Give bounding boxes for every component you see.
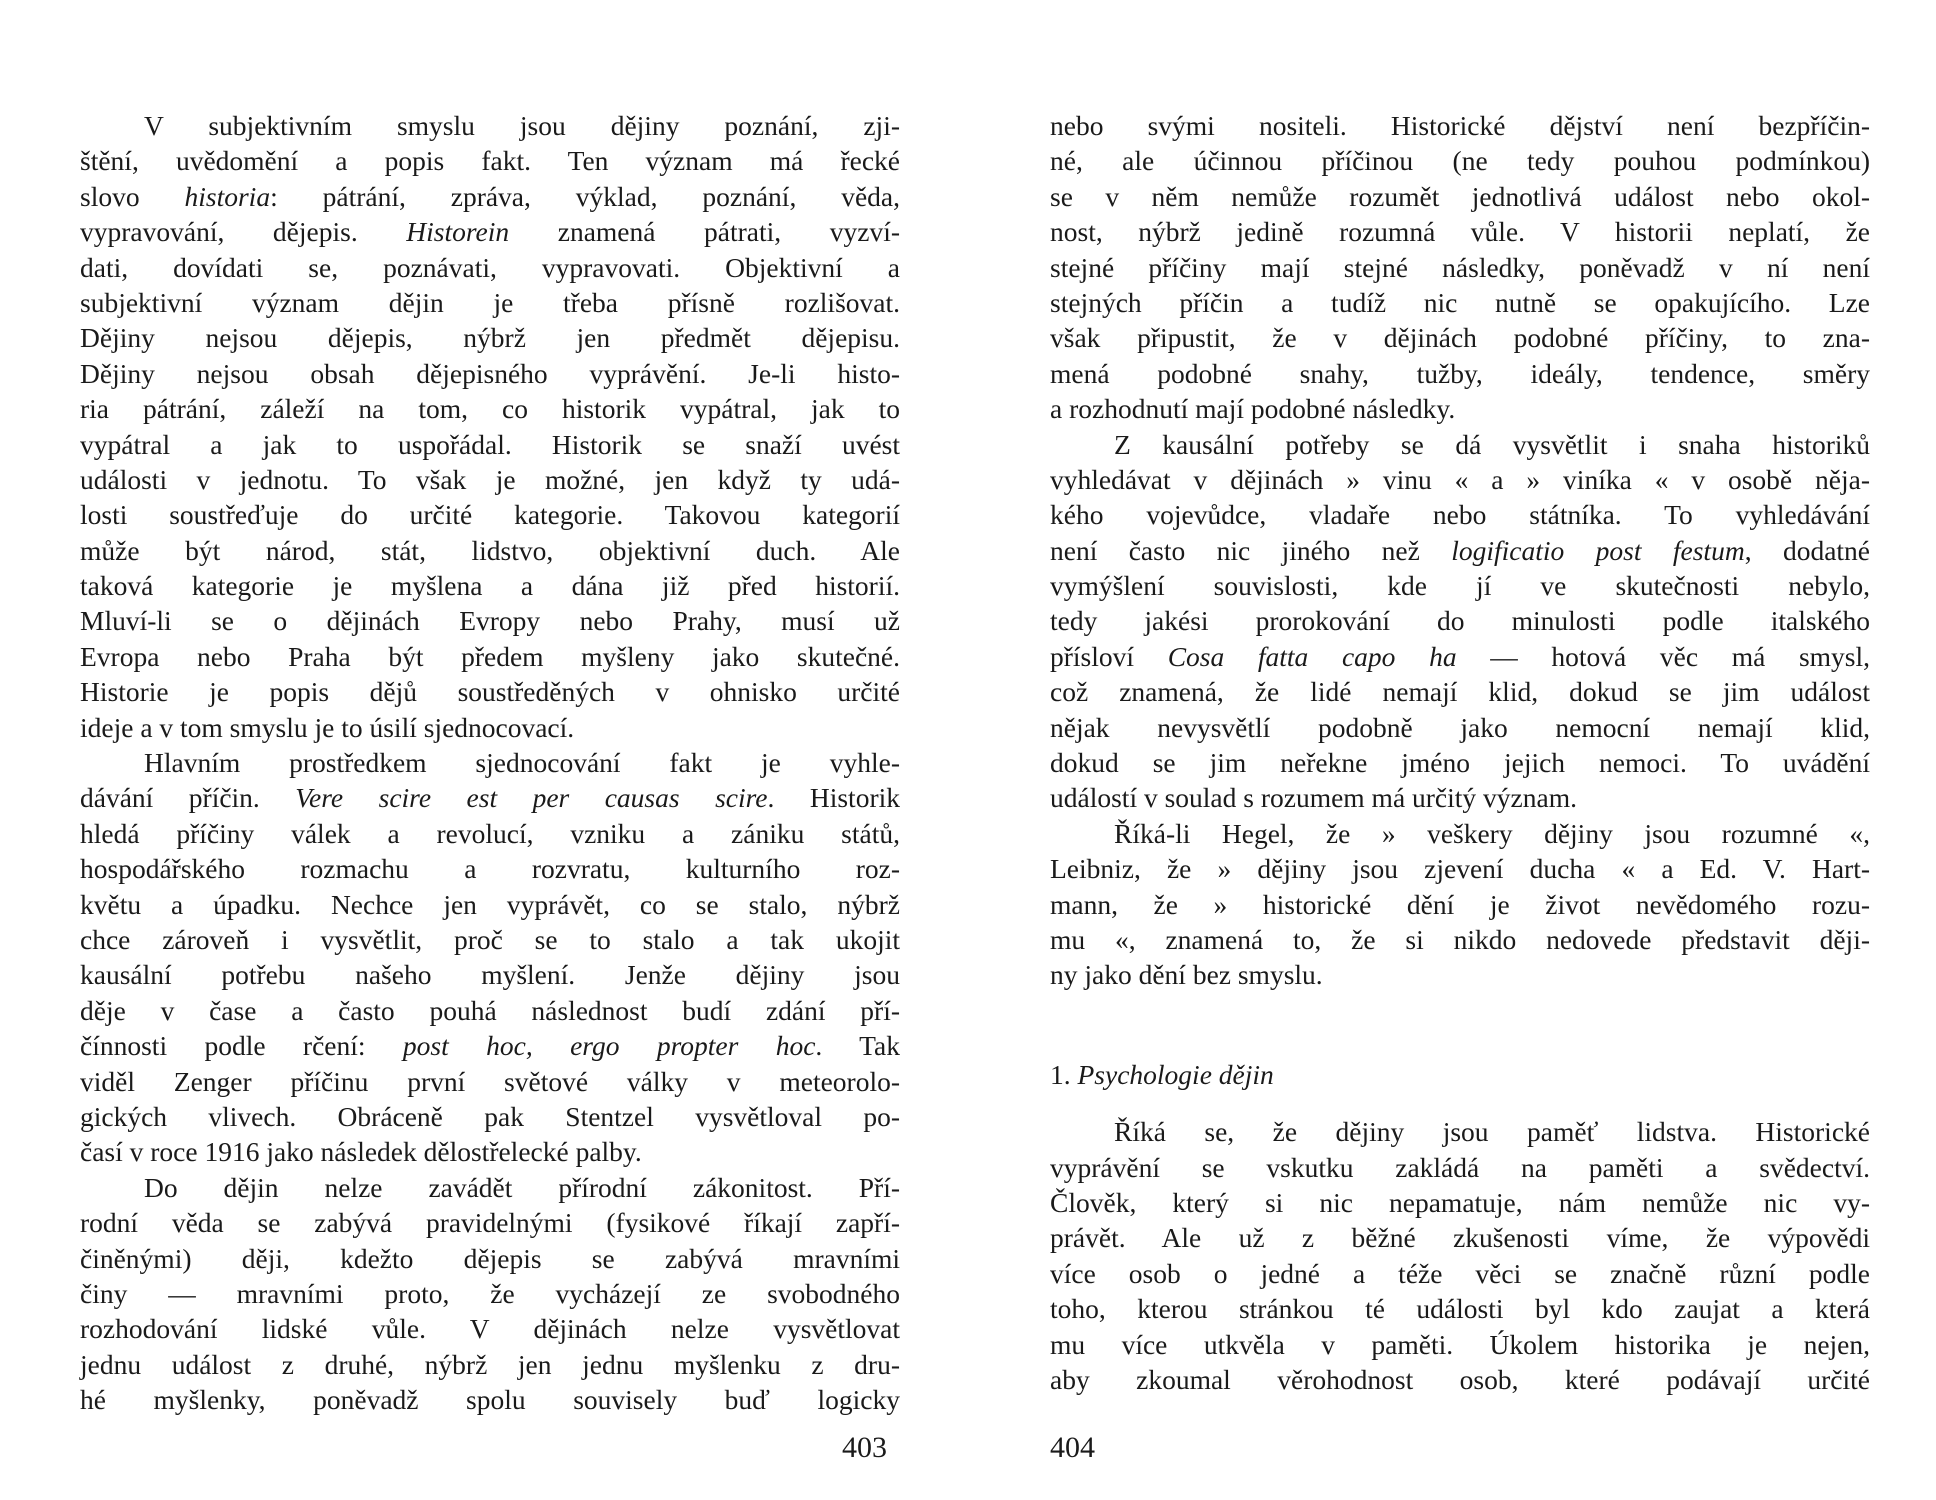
text-line: V subjektivním smyslu jsou dějiny poznání, zji-: [144, 110, 900, 141]
text-line: květu a úpadku. Nechce jen vyprávět, co se stalo, nýbrž: [80, 888, 900, 920]
text-line: rozhodování lidské vůle. V dějinách nelze vysvětlovat: [80, 1313, 900, 1345]
text-line: Z kausální potřeby se dá vysvětlit i snaha historiků: [1114, 428, 1870, 460]
text-segment: čínnosti podle rčení:: [80, 1030, 403, 1062]
text-line: Historie je popis dějů soustředěných v ohnisko určité: [80, 676, 900, 708]
text-line: Říká se, že dějiny jsou paměť lidstva. Historické: [1114, 1116, 1870, 1148]
text-line: Evropa nebo Praha být předem myšleny jako skutečné.: [80, 640, 900, 672]
text-line: děje v čase a často pouhá následnost budí zdání pří-: [80, 994, 900, 1026]
text-line: Říká-li Hegel, že » veškery dějiny jsou rozumné «,: [1114, 817, 1870, 849]
text-line: [80, 1028, 900, 1063]
text-line: [80, 179, 900, 214]
text-line: chce zároveň i vysvětlit, proč se to stalo a tak ukojit: [80, 923, 900, 955]
text-line: Hlavním prostředkem sjednocování fakt je vyhle-: [144, 747, 900, 779]
italic-phrase: post hoc, ergo propter hoc: [402, 1030, 816, 1062]
text-line: Do dějin nelze zavádět přírodní zákonitost. Pří-: [144, 1171, 900, 1203]
left-page-number: 403: [842, 1431, 887, 1464]
text-line: vyprávění se vskutku zakládá na paměti a svědectví.: [1050, 1151, 1870, 1183]
text-line: Dějiny nejsou dějepis, nýbrž jen předmět dějepisu.: [80, 322, 900, 354]
text-line: nebo svými nositeli. Historické dějství není bezpříčin-: [1050, 110, 1870, 141]
text-line: mu více utkvěla v paměti. Úkolem historika je nejen,: [1050, 1328, 1870, 1360]
text-line: Leibniz, že » dějiny jsou zjevení ducha « a Ed. V. Hart-: [1050, 853, 1870, 885]
text-line: ria pátrání, záleží na tom, co historik vypátral, jak to: [80, 393, 900, 425]
text-line: více osob o jedné a téže věci se značně různí podle: [1050, 1257, 1870, 1289]
text-line: subjektivní význam dějin je třeba přísně rozlišovat.: [80, 286, 900, 318]
text-line: vymýšlení souvislosti, kde jí ve skutečnosti nebylo,: [1050, 570, 1870, 602]
text-line: [80, 214, 900, 249]
text-line: což znamená, že lidé nemají klid, dokud se jim událost: [1050, 676, 1870, 708]
text-line: časí v roce 1916 jako následek dělostřelecké palby.: [80, 1136, 642, 1168]
text-line: rodní věda se zabývá pravidelnými (fysikové říkají zapří-: [80, 1207, 900, 1239]
text-line: Člověk, který si nic nepamatuje, nám nemůže nic vy-: [1050, 1186, 1870, 1218]
text-line: událostí v soulad s rozumem má určitý význam.: [1050, 782, 1577, 814]
text-line: [80, 780, 900, 815]
right-page-text: [1050, 108, 1870, 1397]
text-segment: : pátrání, zpráva, výklad, poznání, věda,: [270, 180, 901, 212]
text-line: mu «, znamená to, že si nikdo nedovede představit ději-: [1050, 923, 1870, 955]
text-line: hledá příčiny válek a revolucí, vzniku a zániku států,: [80, 817, 900, 849]
text-line: události v jednotu. To však je možné, jen když ty udá-: [80, 463, 900, 495]
text-line: tedy jakési prorokování do minulosti podle italského: [1050, 605, 1870, 637]
text-line: mann, že » historické dění je život nevědomého rozu-: [1050, 888, 1870, 920]
text-segment: slovo: [80, 180, 185, 212]
text-line: [1050, 639, 1870, 674]
section-number: 1.: [1050, 1058, 1071, 1090]
text-segment: . Tak: [815, 1030, 900, 1062]
text-segment: znamená pátrati, vyzví-: [509, 216, 900, 248]
text-line: stejné příčiny mají stejné následky, poněvadž v ní není: [1050, 251, 1870, 283]
text-segment: vypravování, dějepis.: [80, 216, 407, 248]
text-line: nějak nevysvětlí podobně jako nemocní nemají klid,: [1050, 711, 1870, 743]
text-segment: — hotová věc má smysl,: [1456, 640, 1871, 672]
text-line: dokud se jim neřekne jméno jejich nemoci. To uvádění: [1050, 747, 1870, 779]
text-line: vypátral a jak to uspořádal. Historik se snaží uvést: [80, 428, 900, 460]
text-line: a rozhodnutí mají podobné následky.: [1050, 393, 1456, 425]
text-segment: . Historik: [767, 782, 900, 814]
italic-phrase: Vere scire est per causas scire: [295, 782, 768, 814]
text-line: ny jako dění bez smyslu.: [1050, 959, 1323, 991]
text-line: jednu událost z druhé, nýbrž jen jednu myšlenku z dru-: [80, 1348, 900, 1380]
left-page-text: [80, 108, 900, 1417]
text-line: Dějiny nejsou obsah dějepisného vyprávění. Je-li histo-: [80, 357, 900, 389]
text-line: mená podobné snahy, tužby, ideály, tendence, směry: [1050, 357, 1870, 389]
text-line: kého vojevůdce, vladaře nebo státníka. To vyhledávání: [1050, 499, 1870, 531]
text-line: právět. Ale už z běžné zkušenosti víme, že výpovědi: [1050, 1222, 1870, 1254]
text-line: gických vlivech. Obráceně pak Stentzel vysvětloval po-: [80, 1100, 900, 1132]
section-title: Psychologie dějin: [1077, 1058, 1274, 1090]
text-segment: není často nic jiného než: [1050, 534, 1452, 566]
text-line: štění, uvědomění a popis fakt. Ten význam má řecké: [80, 145, 900, 177]
text-line: činy — mravními proto, že vycházejí ze svobodného: [80, 1277, 900, 1309]
text-line: hé myšlenky, poněvadž spolu souvisely buď logicky: [80, 1384, 900, 1416]
text-line: stejných příčin a tudíž nic nutně se opakujícího. Lze: [1050, 286, 1870, 318]
text-line: činěnými) ději, kdežto dějepis se zabývá mravními: [80, 1242, 900, 1274]
text-line: může být národ, stát, lidstvo, objektivní duch. Ale: [80, 534, 900, 566]
italic-phrase: Cosa fatta capo ha: [1167, 640, 1457, 672]
text-line: hospodářského rozmachu a rozvratu, kulturního roz-: [80, 853, 900, 885]
text-line: se v něm nemůže rozumět jednotlivá událost nebo okol-: [1050, 180, 1870, 212]
text-line: však připustit, že v dějinách podobné příčiny, to zna-: [1050, 322, 1870, 354]
text-line: dati, dovídati se, poznávati, vypravovati. Objektivní a: [80, 251, 900, 283]
text-line: vyhledávat v dějinách » vinu « a » viníka « v osobě něja-: [1050, 463, 1870, 495]
text-segment: dávání příčin.: [80, 782, 296, 814]
italic-phrase: logificatio post festum: [1451, 534, 1745, 566]
text-line: [1050, 533, 1870, 568]
italic-phrase: historia: [184, 180, 271, 212]
text-line: kausální potřebu našeho myšlení. Jenže dějiny jsou: [80, 959, 900, 991]
text-line: né, ale účinnou příčinou (ne tedy pouhou podmínkou): [1050, 145, 1870, 177]
text-line: nost, nýbrž jedině rozumná vůle. V historii neplatí, že: [1050, 216, 1870, 248]
section-heading: [1050, 1057, 1870, 1092]
text-line: aby zkoumal věrohodnost osob, které podávají určité: [1050, 1363, 1870, 1395]
text-line: toho, kterou stránkou té události byl kdo zaujat a která: [1050, 1293, 1870, 1325]
text-segment: přísloví: [1050, 640, 1168, 672]
text-line: ideje a v tom smyslu je to úsilí sjednocovací.: [80, 711, 575, 743]
text-line: viděl Zenger příčinu první světové války v meteorolo-: [80, 1065, 900, 1097]
text-segment: , dodatné: [1744, 534, 1870, 566]
italic-phrase: Historein: [406, 216, 510, 248]
text-line: losti soustřeďuje do určité kategorie. Takovou kategorií: [80, 499, 900, 531]
text-line: Mluví-li se o dějinách Evropy nebo Prahy, musí už: [80, 605, 900, 637]
text-line: taková kategorie je myšlena a dána již před historií.: [80, 570, 900, 602]
right-page-number: 404: [1050, 1431, 1095, 1464]
